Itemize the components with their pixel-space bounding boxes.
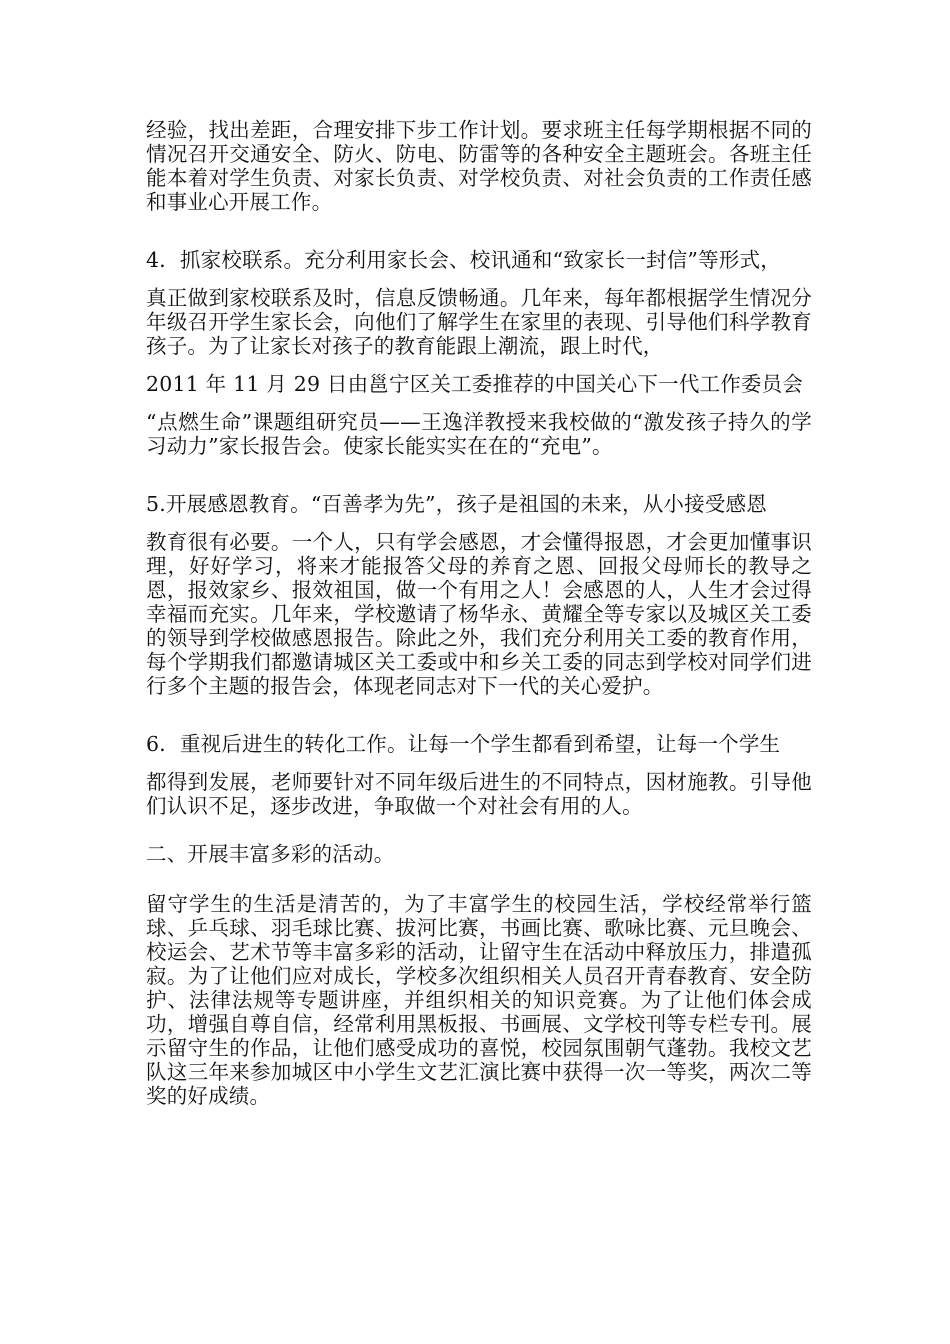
paragraph-activities: 留守学生的生活是清苦的，为了丰富学生的校园生活，学校经常举行篮球、乒乓球、羽毛球比赛、拔河比赛，书画比赛、歌咏比赛、元旦晚会、校运会、艺术节等丰富多彩的活动，让留守生在活动中释放压力，排遣孤寂。为了让他们应对成长，学校多次组织相关人员召开青春教育、安全防护、法律法规等专题讲座，并组织相关的知识竞赛。为了让他们体会成功，增强自尊自信，经常利用黑板报、书画展、文学校刊等专栏专刊。展示留守生的作品，让他们感受成功的喜悦，校园氛围朝气蓬勃。我校文艺队这三年来参加城区中小学生文艺汇演比赛中获得一次一等奖，两次二等奖的好成绩。 <box>146 892 812 1108</box>
paragraph-parent-lecture: “点燃生命”课题组研究员——王逸洋教授来我校做的“激发孩子持久的学习动力”家长报告会。使家长能实实在在的“充电”。 <box>146 410 812 458</box>
paragraph-home-school-contact: 真正做到家校联系及时，信息反馈畅通。几年来，每年都根据学生情况分年级召开学生家长会，向他们了解学生在家里的表现、引导他们科学教育孩子。为了让家长对孩子的教育能跟上潮流，跟上时代， <box>146 286 812 358</box>
paragraph-underachiever-transformation: 都得到发展，老师要针对不同年级后进生的不同特点，因材施教。引导他们认识不足，逐步改进，争取做一个对社会有用的人。 <box>146 770 812 818</box>
paragraph-date-line: 2011 年 11 月 29 日由邕宁区关工委推荐的中国关心下一代工作委员会 <box>146 372 804 396</box>
document-body <box>146 118 812 1108</box>
section-heading-activities: 二、开展丰富多彩的活动。 <box>146 842 395 866</box>
heading-underachiever-transformation: 6．重视后进生的转化工作。让每一个学生都看到希望，让每一个学生 <box>146 732 781 756</box>
paragraph-safety-meetings: 经验，找出差距，合理安排下步工作计划。要求班主任每学期根据不同的情况召开交通安全、防火、防电、防雷等的各种安全主题班会。各班主任能本着对学生负责、对家长负责、对学校负责、对社会负责的工作责任感和事业心开展工作。 <box>146 118 812 214</box>
heading-home-school-contact: 4．抓家校联系。充分利用家长会、校讯通和“致家长一封信”等形式， <box>146 248 781 272</box>
paragraph-gratitude-education: 教育很有必要。一个人，只有学会感恩，才会懂得报恩，才会更加懂事识理，好好学习，将来才能报答父母的养育之恩、回报父母师长的教导之恩，报效家乡、报效祖国，做一个有用之人！会感恩的人，人生才会过得幸福而充实。几年来，学校邀请了杨华永、黄耀全等专家以及城区关工委的领导到学校做感恩报告。除此之外，我们充分利用关工委的教育作用，每个学期我们都邀请城区关工委或中和乡关工委的同志到学校对同学们进行多个主题的报告会，体现老同志对下一代的关心爱护。 <box>146 530 812 698</box>
heading-gratitude-education: 5.开展感恩教育。“百善孝为先”，孩子是祖国的未来，从小接受感恩 <box>146 492 767 516</box>
